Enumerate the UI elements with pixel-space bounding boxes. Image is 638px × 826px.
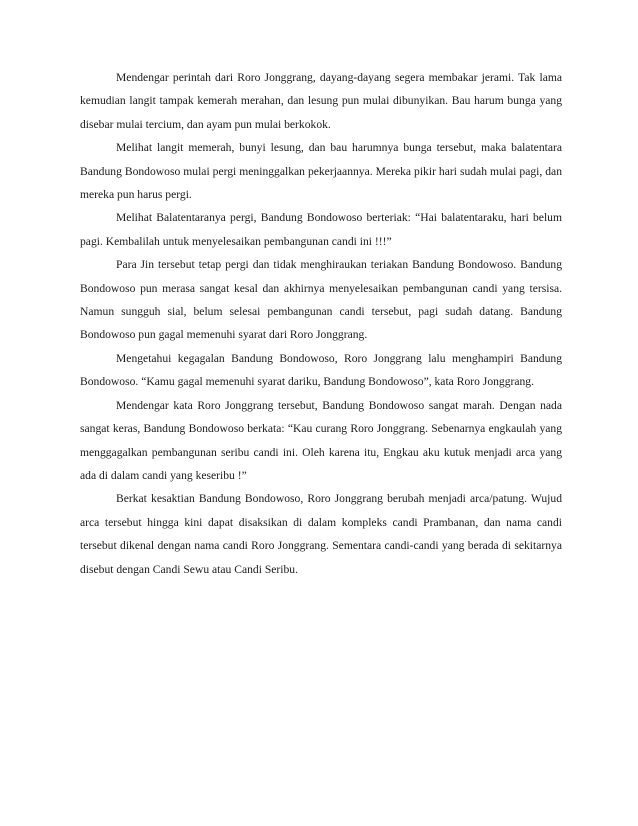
paragraph-5: Mengetahui kegagalan Bandung Bondowoso, Roro Jonggrang lalu menghampiri Bandung Bondowoso. “Kamu gagal memenuhi syarat dariku, Bandung Bondowoso”, kata Roro Jonggrang. — [80, 351, 562, 389]
paragraph-4: Para Jin tersebut tetap pergi dan tidak menghiraukan teriakan Bandung Bondowoso. Bandung Bondowoso pun merasa sangat kesal dan akhirnya menyelesaikan pembangunan candi yang tersisa. Namun sungguh sial, belum selesai pembangunan candi tersebut, pagi sudah datang. Bandung Bondowoso pun gagal memenuhi syarat dari Roro Jonggrang. — [80, 258, 562, 342]
story-text-body — [80, 66, 562, 581]
paragraph-2: Melihat langit memerah, bunyi lesung, dan bau harumnya bunga tersebut, maka balatentara Bandung Bondowoso mulai pergi meninggalkan pekerjaannya. Mereka pikir hari sudah mulai pagi, dan mereka pun harus pergi. — [80, 141, 562, 202]
paragraph-7: Berkat kesaktian Bandung Bondowoso, Roro Jonggrang berubah menjadi arca/patung. Wujud arca tersebut hingga kini dapat disaksikan di dalam kompleks candi Prambanan, dan nama candi tersebut dikenal dengan nama candi Roro Jonggrang. Sementara candi-candi yang berada di sekitarnya disebut dengan Candi Sewu atau Candi Seribu. — [80, 492, 562, 576]
paragraph-6: Mendengar kata Roro Jonggrang tersebut, Bandung Bondowoso sangat marah. Dengan nada sangat keras, Bandung Bondowoso berkata: “Kau curang Roro Jonggrang. Sebenarnya engkaulah yang menggagalkan pembangunan seribu candi ini. Oleh karena itu, Engkau aku kutuk menjadi arca yang ada di dalam candi yang keseribu !” — [80, 398, 562, 482]
paragraph-1: Mendengar perintah dari Roro Jonggrang, dayang-dayang segera membakar jerami. Tak lama kemudian langit tampak kemerah merahan, dan lesung pun mulai dibunyikan. Bau harum bunga yang disebar mulai tercium, dan ayam pun mulai berkokok. — [80, 71, 562, 131]
paragraph-3: Melihat Balatentaranya pergi, Bandung Bondowoso berteriak: “Hai balatentaraku, hari belum pagi. Kembalilah untuk menyelesaikan pembangunan candi ini !!!” — [80, 211, 562, 248]
